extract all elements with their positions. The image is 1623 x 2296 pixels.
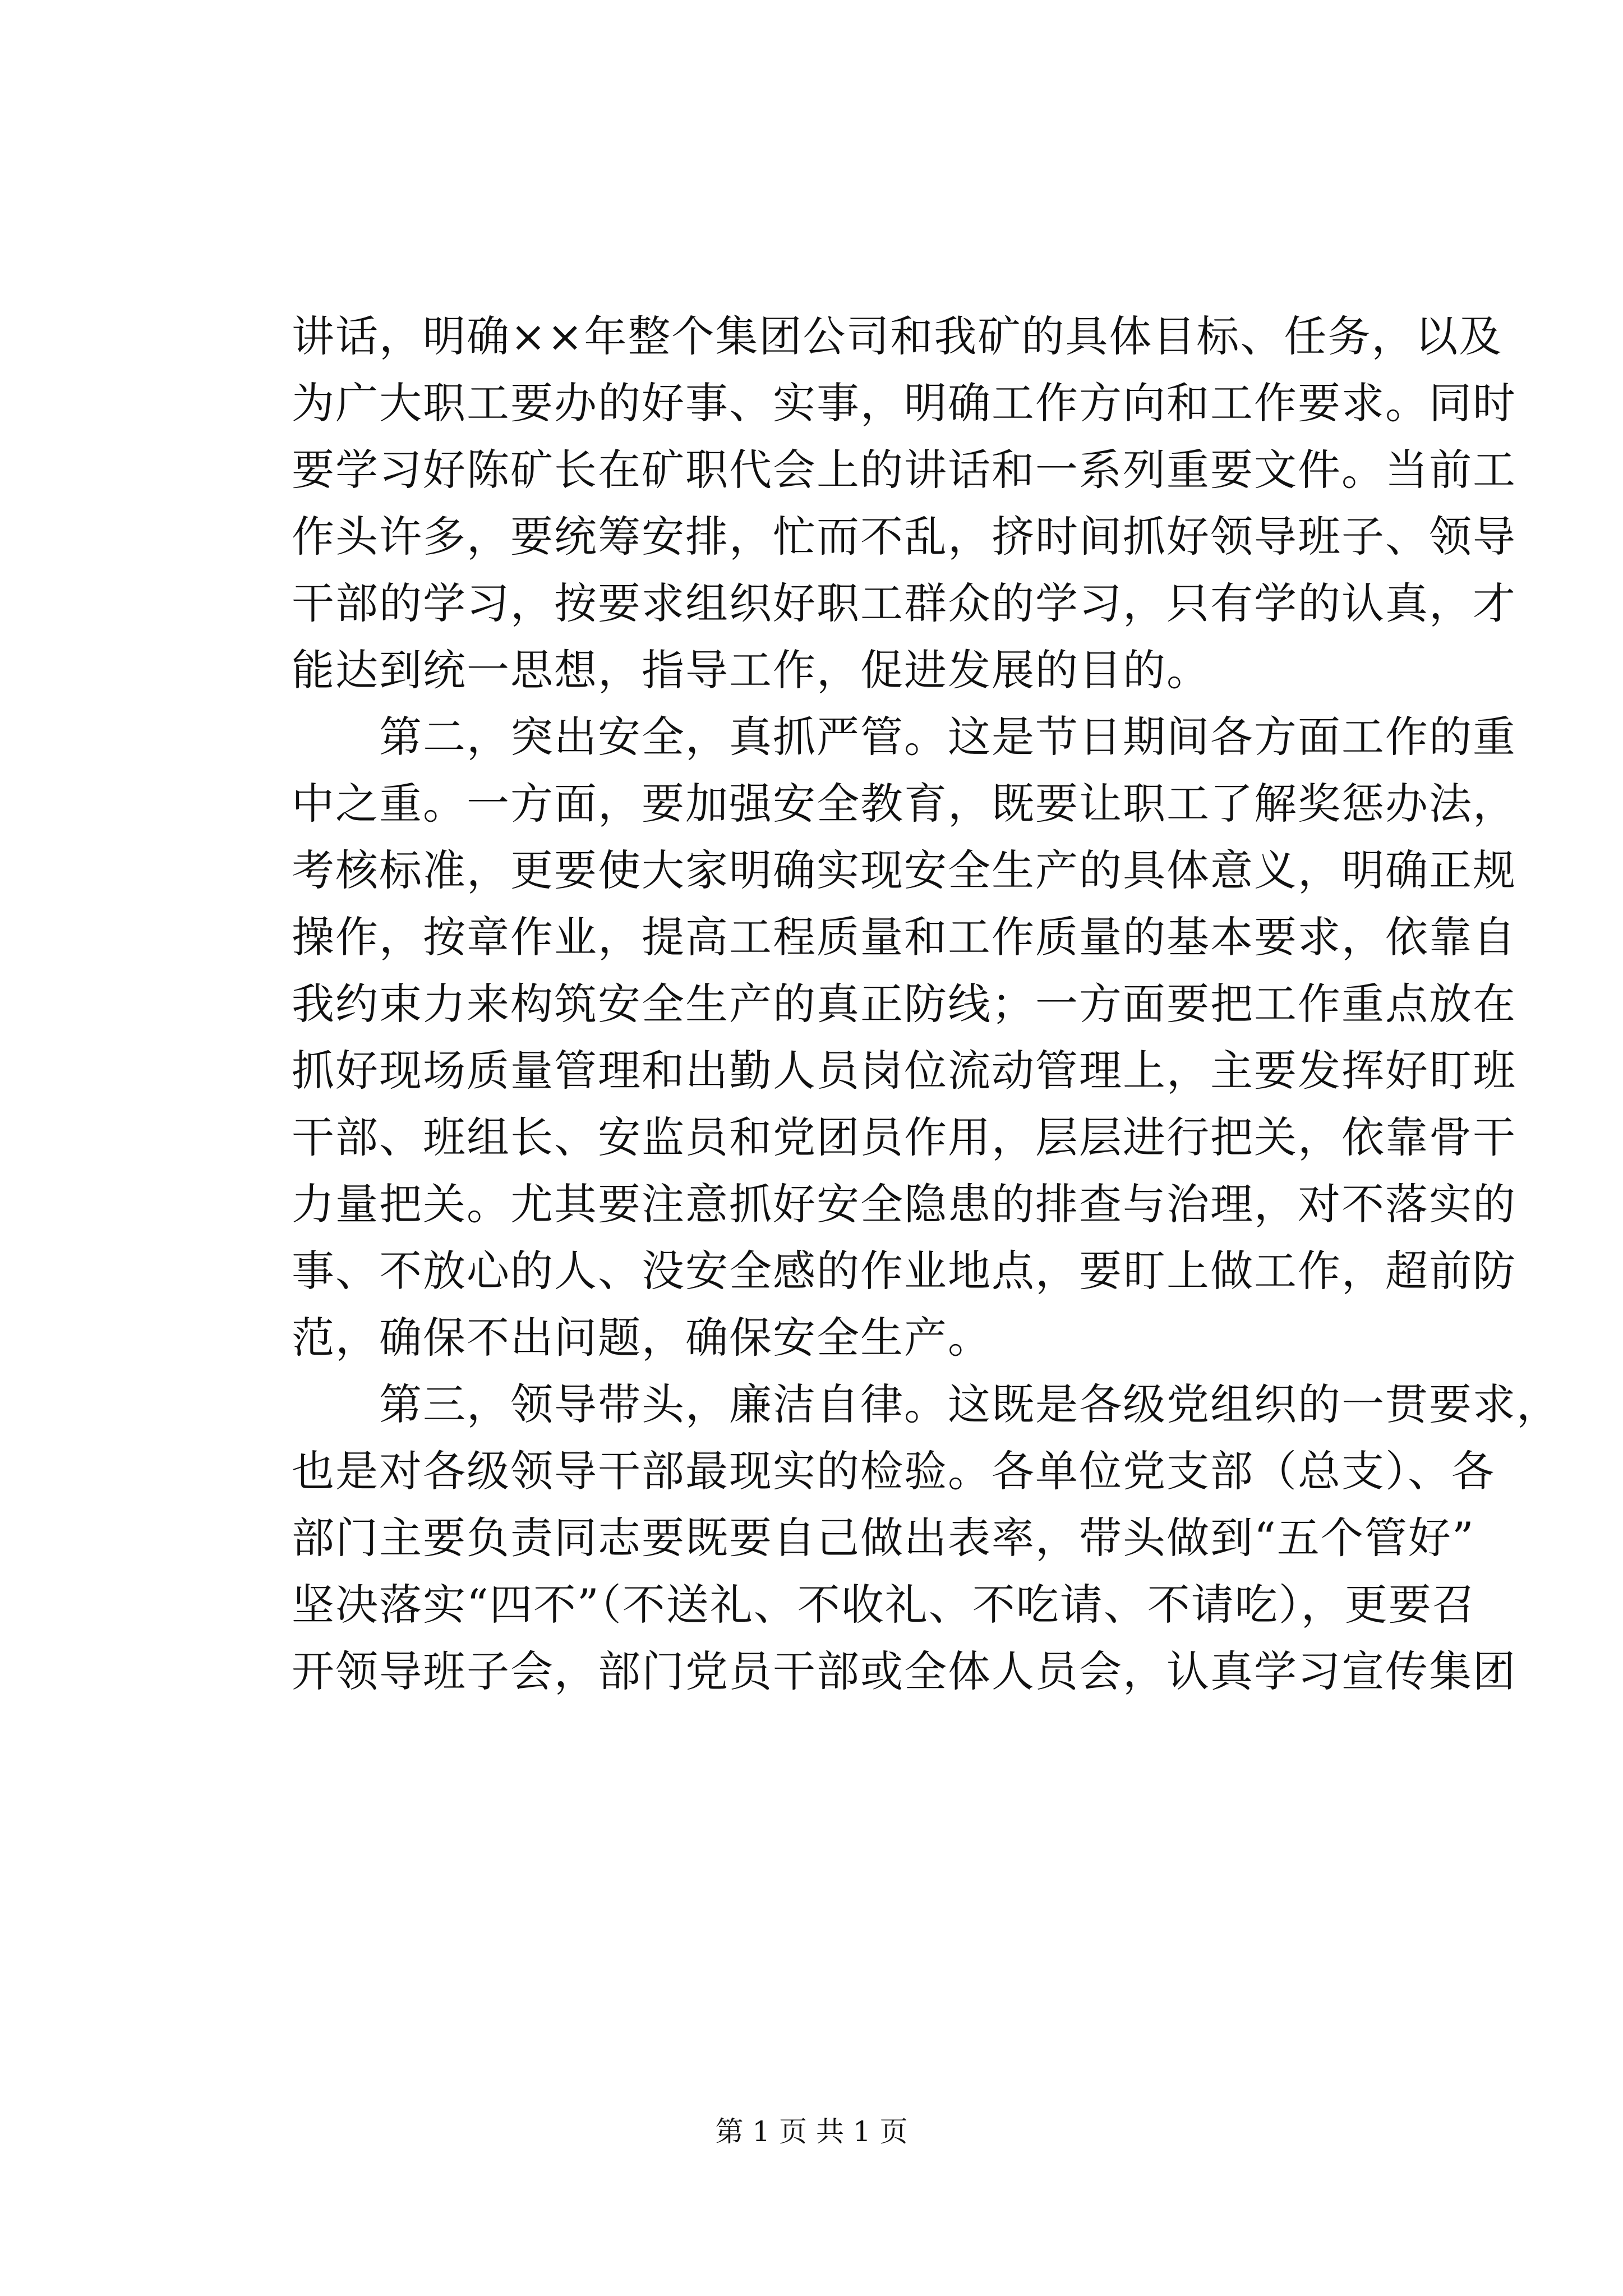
text-line: 事、不放心的人、没安全感的作业地点，要盯上做工作，超前防: [292, 1246, 1516, 1296]
text-line: 讲话，明确××年整个集团公司和我矿的具体目标、任务，以及: [292, 311, 1503, 361]
text-line: 考核标准，更要使大家明确实现安全生产的具体意义，明确正规: [292, 845, 1516, 895]
text-line: 作头许多，要统筹安排，忙而不乱，挤时间抓好领导班子、领导: [292, 512, 1516, 562]
page-number-footer: 第 1 页 共 1 页: [715, 2115, 908, 2148]
text-line: 操作，按章作业，提高工程质量和工作质量的基本要求，依靠自: [292, 912, 1516, 962]
text-line: 力量把关。尤其要注意抓好安全隐患的排查与治理，对不落实的: [292, 1179, 1516, 1229]
text-line: 第三，领导带头，廉洁自律。这既是各级党组织的一贯要求，: [292, 1379, 1560, 1429]
body-text: [292, 303, 1560, 1705]
text-line: 干部、班组长、安监员和党团员作用，层层进行把关，依靠骨干: [292, 1112, 1516, 1162]
text-line: 我约束力来构筑安全生产的真正防线；一方面要把工作重点放在: [292, 979, 1516, 1029]
text-line: 为广大职工要办的好事、实事，明确工作方向和工作要求。同时: [292, 378, 1516, 428]
text-line: 要学习好陈矿长在矿职代会上的讲话和一系列重要文件。当前工: [292, 445, 1516, 495]
text-line: 坚决落实“四不”（不送礼、不收礼、不吃请、不请吃），更要召: [292, 1580, 1476, 1630]
text-line: 抓好现场质量管理和出勤人员岗位流动管理上，主要发挥好盯班: [292, 1046, 1516, 1096]
text-line: 范，确保不出问题，确保安全生产。: [292, 1313, 992, 1363]
text-line: 部门主要负责同志要既要自己做出表率，带头做到“五个管好”: [292, 1513, 1475, 1563]
text-line: 第二，突出安全，真抓严管。这是节日期间各方面工作的重: [292, 712, 1516, 762]
text-line: 中之重。一方面，要加强安全教育，既要让职工了解奖惩办法，: [292, 779, 1516, 829]
text-line: 开领导班子会，部门党员干部或全体人员会，认真学习宣传集团: [292, 1646, 1516, 1696]
text-line: 干部的学习，按要求组织好职工群众的学习，只有学的认真，才: [292, 578, 1516, 628]
text-line: 也是对各级领导干部最现实的检验。各单位党支部（总支）、各: [292, 1446, 1495, 1496]
text-line: 能达到统一思想，指导工作，促进发展的目的。: [292, 645, 1210, 695]
